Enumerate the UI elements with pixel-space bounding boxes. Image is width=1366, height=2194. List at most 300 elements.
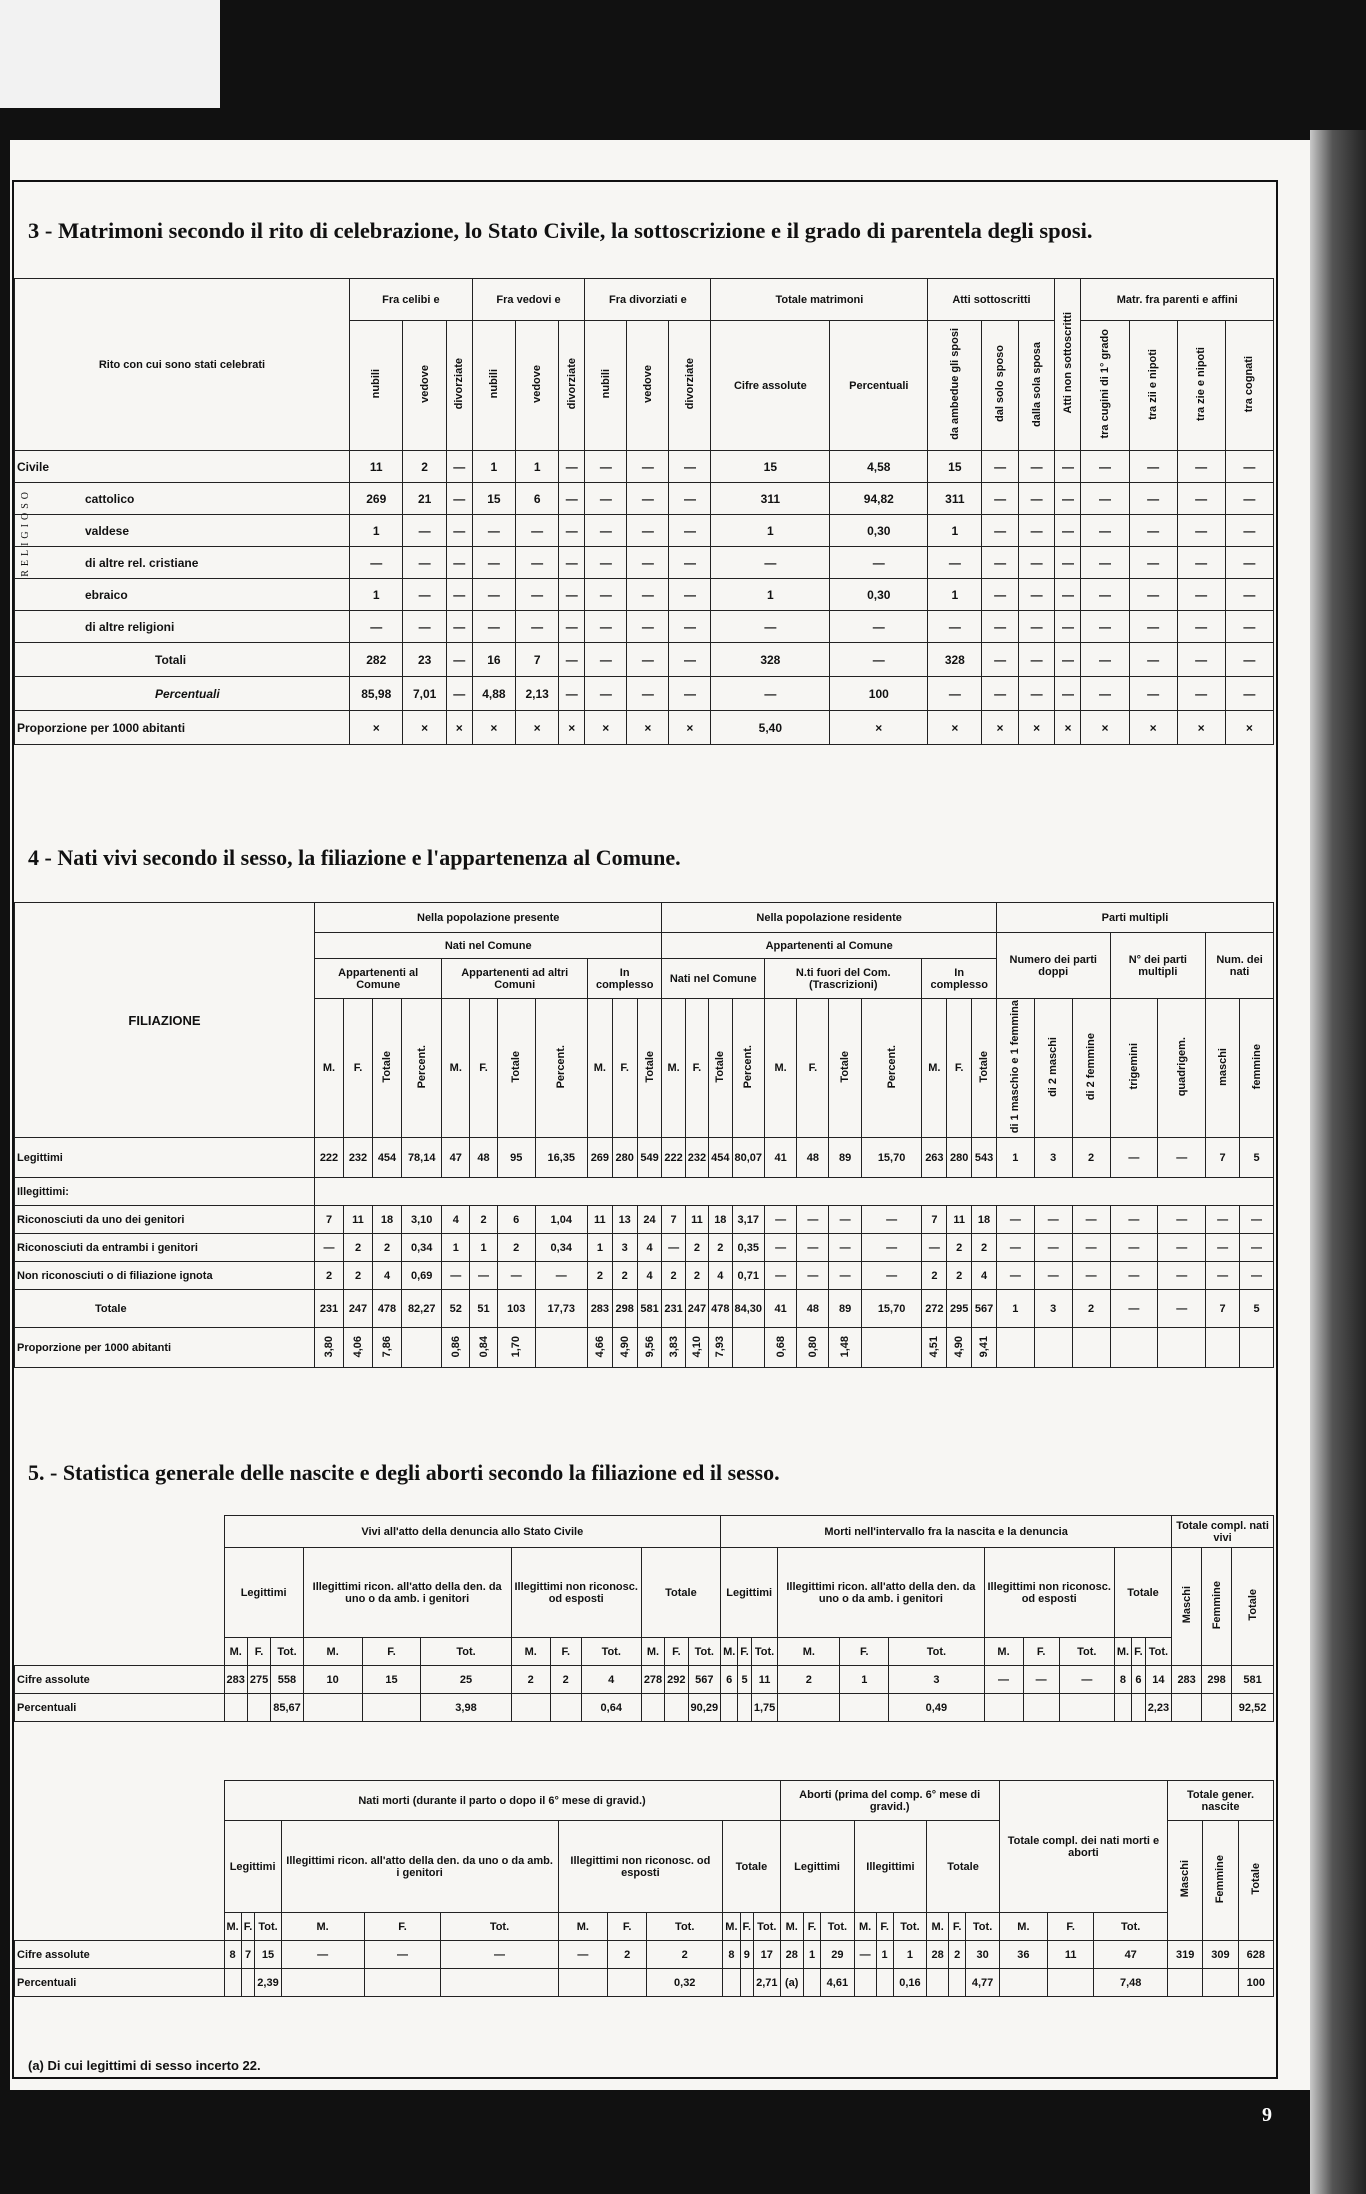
table-cell: — <box>446 483 472 515</box>
table-cell: 3 <box>1034 1138 1072 1178</box>
table-cell: 2 <box>949 1941 966 1969</box>
s4-col: F. <box>612 999 637 1138</box>
table-cell <box>854 1969 876 1997</box>
table-cell: 7 <box>516 643 559 677</box>
table-cell: 3,17 <box>732 1206 765 1234</box>
table-cell: — <box>830 547 928 579</box>
table-cell: 4 <box>581 1666 641 1694</box>
s4-col: M. <box>315 999 344 1138</box>
table-cell: — <box>1081 483 1129 515</box>
table-cell: 47 <box>1094 1941 1168 1969</box>
s5-col: M. <box>224 1913 241 1941</box>
table-cell: 78,14 <box>402 1138 442 1178</box>
table-cell: 567 <box>972 1290 997 1328</box>
s5-sub: Illegittimi non riconosc. od esposti <box>511 1548 641 1638</box>
header-text: da ambedue gli sposi <box>948 328 961 440</box>
table-row <box>15 1138 1274 1178</box>
page-number: 9 <box>1262 2104 1272 2126</box>
table-cell: — <box>765 1234 797 1262</box>
table-cell: 4,58 <box>830 451 928 483</box>
table-cell: — <box>627 579 669 611</box>
header-text: Percent. <box>885 1044 898 1089</box>
table-cell: 85,98 <box>350 677 403 711</box>
s5b-group: Nati morti (durante il parto o dopo il 6° mese di gravid.) <box>224 1781 780 1821</box>
table-cell <box>497 1328 535 1368</box>
s3-subcol <box>1018 321 1055 451</box>
table-cell <box>999 1969 1047 1997</box>
religioso-label: RELIGIOSO <box>20 488 31 577</box>
section3-table <box>14 278 1274 745</box>
table-cell: × <box>1225 711 1273 745</box>
table-cell: — <box>315 1234 344 1262</box>
s3-subcol <box>1225 321 1273 451</box>
table-cell: — <box>1240 1262 1274 1290</box>
table-cell: — <box>1110 1234 1158 1262</box>
table-cell: 0,35 <box>732 1234 765 1262</box>
table-cell: — <box>861 1234 922 1262</box>
table-cell: — <box>854 1941 876 1969</box>
table-cell <box>662 1328 685 1368</box>
table-cell: — <box>1206 1206 1240 1234</box>
s3-subcol <box>350 321 403 451</box>
table-cell: — <box>861 1206 922 1234</box>
s4-col: M. <box>922 999 947 1138</box>
table-cell: 2,39 <box>255 1969 281 1997</box>
binding-shadow <box>1310 130 1366 2194</box>
table-cell: — <box>982 611 1019 643</box>
table-cell <box>1202 1694 1232 1722</box>
row-label: Proporzione per 1000 abitanti <box>15 1328 315 1368</box>
table-cell: 4,77 <box>966 1969 1000 1997</box>
table-cell: 51 <box>470 1290 498 1328</box>
table-cell: × <box>585 711 627 745</box>
s4-col <box>1240 999 1274 1138</box>
s4-col <box>829 999 861 1138</box>
s3-subcol <box>669 321 711 451</box>
table-cell: 3,98 <box>421 1694 511 1722</box>
s3-group: Fra celibi e <box>350 279 473 321</box>
table-cell: 280 <box>612 1138 637 1178</box>
s5-sub: Totale <box>1114 1548 1171 1638</box>
table-cell: — <box>1129 515 1177 547</box>
s5b-group: Aborti (prima del comp. 6° mese di gravid.) <box>780 1781 999 1821</box>
table-cell: — <box>669 579 711 611</box>
s5-col: Tot. <box>1094 1913 1168 1941</box>
table-cell <box>587 1328 612 1368</box>
s4-sub: Nati nel Comune <box>662 959 765 999</box>
table-cell: 0,30 <box>830 579 928 611</box>
header-text: Totale <box>1246 1589 1259 1621</box>
s3-subcol <box>472 321 515 451</box>
table-cell: — <box>1023 1666 1059 1694</box>
table-cell: 1 <box>587 1234 612 1262</box>
s5-col: F. <box>608 1913 647 1941</box>
table-cell: 222 <box>315 1138 344 1178</box>
table-cell: 15 <box>255 1941 281 1969</box>
table-cell: — <box>1158 1206 1206 1234</box>
s4-col <box>1034 999 1072 1138</box>
table-cell: — <box>669 515 711 547</box>
table-cell: 1 <box>928 515 982 547</box>
table-cell: — <box>797 1206 829 1234</box>
s4-col: F. <box>685 999 708 1138</box>
row-label: Riconosciuti da uno dei genitori <box>15 1206 315 1234</box>
table-cell <box>1206 1328 1240 1368</box>
s4-sub: Appartenenti al Comune <box>315 959 442 999</box>
table-cell <box>612 1328 637 1368</box>
table-row <box>15 1941 1274 1969</box>
cell-text: 9,56 <box>643 1335 656 1357</box>
table-cell: 9 <box>740 1941 754 1969</box>
table-cell: — <box>403 515 446 547</box>
s5a-group: Morti nell'intervallo fra la nascita e la denuncia <box>721 1516 1172 1548</box>
table-cell: 3,10 <box>402 1206 442 1234</box>
s3-subcol <box>982 321 1019 451</box>
s4-col <box>637 999 662 1138</box>
empty-cell <box>315 1178 1274 1206</box>
table-cell: — <box>982 547 1019 579</box>
table-cell: — <box>1081 451 1129 483</box>
row-label: Percentuali <box>15 677 350 711</box>
header-text: Maschi <box>1179 1860 1192 1898</box>
header-text: maschi <box>1216 1047 1229 1086</box>
s4-col: F. <box>947 999 972 1138</box>
table-cell: — <box>1177 677 1225 711</box>
table-cell: — <box>1225 547 1273 579</box>
table-cell: — <box>446 451 472 483</box>
s5-col: Tot. <box>441 1913 558 1941</box>
table-cell: — <box>627 547 669 579</box>
header-text: Totale <box>1249 1863 1262 1895</box>
table-cell: — <box>830 611 928 643</box>
table-cell: — <box>585 677 627 711</box>
table-cell: — <box>627 611 669 643</box>
table-cell: — <box>1129 677 1177 711</box>
s5-sub: Illegittimi non riconosc. od esposti <box>984 1548 1114 1638</box>
table-cell: — <box>1018 451 1055 483</box>
s5-col: F. <box>364 1913 441 1941</box>
table-cell: × <box>1081 711 1129 745</box>
table-cell: — <box>516 611 559 643</box>
header-text: divorziate <box>683 358 696 410</box>
table-cell <box>665 1694 688 1722</box>
s5-col: M. <box>984 1638 1023 1666</box>
table-cell: — <box>627 483 669 515</box>
header-text: Totale <box>643 1050 656 1083</box>
cell-text: 7,93 <box>714 1335 727 1357</box>
table-cell: 7,01 <box>403 677 446 711</box>
cell-text: 3,80 <box>323 1335 335 1357</box>
table-cell <box>709 1328 732 1368</box>
table-cell: 25 <box>421 1666 511 1694</box>
table-cell: — <box>669 677 711 711</box>
table-cell: 0,49 <box>889 1694 984 1722</box>
table-cell: — <box>765 1262 797 1290</box>
table-cell: — <box>446 515 472 547</box>
table-cell: — <box>669 451 711 483</box>
table-cell: × <box>403 711 446 745</box>
table-cell: — <box>585 643 627 677</box>
table-cell: 0,69 <box>402 1262 442 1290</box>
table-cell: — <box>928 547 982 579</box>
table-cell: — <box>1059 1666 1114 1694</box>
table-cell: — <box>1072 1262 1110 1290</box>
table-cell: 2 <box>612 1262 637 1290</box>
table-cell: — <box>1240 1206 1274 1234</box>
table-cell: × <box>830 711 928 745</box>
row-label: Proporzione per 1000 abitanti <box>15 711 350 745</box>
table-cell: — <box>585 547 627 579</box>
header-text: tra zii e nipoti <box>1147 348 1160 420</box>
table-cell: 8 <box>224 1941 241 1969</box>
table-cell: 5 <box>738 1666 752 1694</box>
s4-col <box>1110 999 1158 1138</box>
s4-residente: Nella popolazione residente <box>662 903 997 933</box>
s5-col: Tot. <box>889 1638 984 1666</box>
cell-text: 0,80 <box>806 1335 819 1357</box>
table-cell: — <box>765 1206 797 1234</box>
s4-sub: N° dei parti multipli <box>1110 933 1206 999</box>
table-cell: — <box>559 611 585 643</box>
table-cell: 28 <box>780 1941 803 1969</box>
table-cell: — <box>1018 515 1055 547</box>
table-cell: — <box>669 643 711 677</box>
s4-nati-comune: Nati nel Comune <box>315 933 662 959</box>
table-cell: — <box>829 1262 861 1290</box>
table-cell: — <box>1177 547 1225 579</box>
table-cell: 1 <box>996 1290 1034 1328</box>
s5-col: M. <box>281 1913 364 1941</box>
header-text: di 2 maschi <box>1047 1036 1060 1097</box>
table-cell <box>1172 1694 1202 1722</box>
table-row <box>15 1262 1274 1290</box>
header-text: femmine <box>1250 1044 1263 1090</box>
cell-text: 4,10 <box>690 1335 703 1357</box>
s4-col <box>402 999 442 1138</box>
s3-subcol: Cifre assolute <box>711 321 830 451</box>
table-cell <box>1059 1694 1114 1722</box>
table-cell <box>778 1694 840 1722</box>
table-cell: — <box>559 483 585 515</box>
table-cell: — <box>516 579 559 611</box>
table-cell: 275 <box>247 1666 270 1694</box>
s5-col: Tot. <box>821 1913 855 1941</box>
table-cell: 2 <box>315 1262 344 1290</box>
header-text: Femmine <box>1214 1854 1227 1904</box>
table-cell: — <box>1034 1206 1072 1234</box>
table-cell <box>641 1694 664 1722</box>
s5-sub: Illegittimi ricon. all'atto della den. da uno o da amb. i genitori <box>778 1548 984 1638</box>
table-cell: — <box>1129 611 1177 643</box>
table-cell: — <box>516 547 559 579</box>
table-cell: — <box>1158 1138 1206 1178</box>
table-cell: — <box>627 515 669 547</box>
s5-col: F. <box>1132 1638 1146 1666</box>
s5-sub <box>1168 1821 1203 1941</box>
s5-col: Tot. <box>421 1638 511 1666</box>
table-cell: × <box>627 711 669 745</box>
table-cell: 11 <box>685 1206 708 1234</box>
table-cell: 454 <box>373 1138 402 1178</box>
table-cell: — <box>535 1262 587 1290</box>
table-cell: 47 <box>442 1138 470 1178</box>
table-cell: 94,82 <box>830 483 928 515</box>
table-row <box>15 611 1274 643</box>
cell-text: 4,06 <box>352 1335 364 1357</box>
s4-presente: Nella popolazione presente <box>315 903 662 933</box>
table-cell: — <box>996 1234 1034 1262</box>
table-cell: 2 <box>470 1206 498 1234</box>
s3-subcol <box>1129 321 1177 451</box>
s5-col: Tot. <box>754 1913 780 1941</box>
table-cell: 11 <box>947 1206 972 1234</box>
table-cell: — <box>442 1262 470 1290</box>
table-cell: — <box>1055 643 1081 677</box>
table-cell: — <box>1081 611 1129 643</box>
table-cell: × <box>1055 711 1081 745</box>
header-text: vedove <box>531 365 544 403</box>
table-cell: 2 <box>1072 1138 1110 1178</box>
s5-col: M. <box>224 1638 247 1666</box>
table-cell: 6 <box>721 1666 738 1694</box>
s5-col: M. <box>780 1913 803 1941</box>
table-cell: — <box>446 643 472 677</box>
header-text: divorziate <box>565 358 578 410</box>
header-text: quadrigem. <box>1175 1036 1188 1097</box>
header-text: Totale <box>978 1050 990 1083</box>
table-cell: 4 <box>637 1234 662 1262</box>
header-text: Maschi <box>1180 1586 1193 1624</box>
table-cell: — <box>1081 515 1129 547</box>
table-cell: 0,30 <box>830 515 928 547</box>
row-label: ebraico <box>15 579 350 611</box>
table-cell: × <box>559 711 585 745</box>
s3-group: Atti non sottoscritti <box>1055 279 1081 451</box>
table-cell: — <box>1110 1206 1158 1234</box>
table-cell: 2 <box>344 1262 373 1290</box>
table-cell: 1 <box>928 579 982 611</box>
table-cell: 558 <box>271 1666 304 1694</box>
s5a-corner <box>15 1516 225 1666</box>
table-cell: — <box>1018 547 1055 579</box>
table-cell <box>1203 1969 1238 1997</box>
s4-col: F. <box>344 999 373 1138</box>
table-cell: — <box>585 515 627 547</box>
s3-subcol <box>627 321 669 451</box>
table-cell: — <box>861 1262 922 1290</box>
header-text: Totale <box>714 1050 727 1083</box>
table-cell: 4,61 <box>821 1969 855 1997</box>
table-cell: — <box>281 1941 364 1969</box>
table-cell: 89 <box>829 1290 861 1328</box>
table-cell: 41 <box>765 1138 797 1178</box>
table-cell: 1 <box>472 451 515 483</box>
s5-col: Tot. <box>255 1913 281 1941</box>
table-cell: — <box>1129 579 1177 611</box>
table-cell: — <box>982 677 1019 711</box>
table-cell: 269 <box>350 483 403 515</box>
table-cell: × <box>1129 711 1177 745</box>
s5-sub <box>1238 1821 1273 1941</box>
table-cell: 283 <box>1172 1666 1202 1694</box>
header-text: nubili <box>370 369 383 399</box>
table-cell: 232 <box>685 1138 708 1178</box>
table-cell: 28 <box>927 1941 949 1969</box>
s4-col: F. <box>797 999 829 1138</box>
header-text: Totale <box>839 1050 852 1083</box>
table-cell: — <box>627 643 669 677</box>
table-cell <box>1158 1328 1206 1368</box>
table-cell <box>1110 1328 1158 1368</box>
row-label: valdese <box>15 515 350 547</box>
s5-col: M. <box>723 1913 740 1941</box>
table-cell: 628 <box>1238 1941 1273 1969</box>
s5-col: M. <box>303 1638 362 1666</box>
table-cell: 5 <box>1240 1138 1274 1178</box>
cell-text: 9,41 <box>978 1335 990 1357</box>
table-cell: — <box>1225 451 1273 483</box>
header-text: tra cognati <box>1243 355 1256 413</box>
table-cell: 1 <box>442 1234 470 1262</box>
table-cell: — <box>470 1262 498 1290</box>
table-cell: — <box>1072 1234 1110 1262</box>
table-cell: 2 <box>972 1234 997 1262</box>
s4-col: M. <box>662 999 685 1138</box>
s3-subcol <box>403 321 446 451</box>
table-cell <box>1047 1969 1093 1997</box>
table-cell: — <box>711 677 830 711</box>
table-cell: 2 <box>1072 1290 1110 1328</box>
table-cell: 1 <box>711 579 830 611</box>
table-cell: — <box>585 579 627 611</box>
table-cell: 29 <box>821 1941 855 1969</box>
row-label: di altre rel. cristiane <box>15 547 350 579</box>
header-text: divorziate <box>453 358 466 410</box>
s5-col: Tot. <box>647 1913 723 1941</box>
table-cell: 17,73 <box>535 1290 587 1328</box>
table-cell: 478 <box>709 1290 732 1328</box>
table-cell: 7 <box>241 1941 255 1969</box>
s3-subcol <box>928 321 982 451</box>
s5-col: Tot. <box>893 1913 927 1941</box>
table-cell: 103 <box>497 1290 535 1328</box>
table-cell: 2 <box>587 1262 612 1290</box>
table-cell: — <box>1206 1234 1240 1262</box>
s5-col: M. <box>778 1638 840 1666</box>
table-cell <box>441 1969 558 1997</box>
table-cell: — <box>1129 451 1177 483</box>
table-cell: — <box>1081 643 1129 677</box>
table-cell: — <box>1158 1234 1206 1262</box>
table-cell: — <box>446 677 472 711</box>
table-cell: 100 <box>830 677 928 711</box>
table-cell: 232 <box>344 1138 373 1178</box>
s3-subcol <box>585 321 627 451</box>
table-cell <box>972 1328 997 1368</box>
s5-sub: Legittimi <box>224 1821 281 1913</box>
table-cell: 14 <box>1145 1666 1171 1694</box>
s5-col: M. <box>721 1638 738 1666</box>
table-cell: — <box>627 451 669 483</box>
header-text: vedove <box>641 365 654 403</box>
table-cell <box>1034 1328 1072 1368</box>
table-cell <box>373 1328 402 1368</box>
s4-col <box>373 999 402 1138</box>
table-cell: — <box>1055 515 1081 547</box>
s3-group: Totale matrimoni <box>711 279 928 321</box>
s4-col <box>1158 999 1206 1138</box>
section5-table-b <box>14 1780 1274 1997</box>
